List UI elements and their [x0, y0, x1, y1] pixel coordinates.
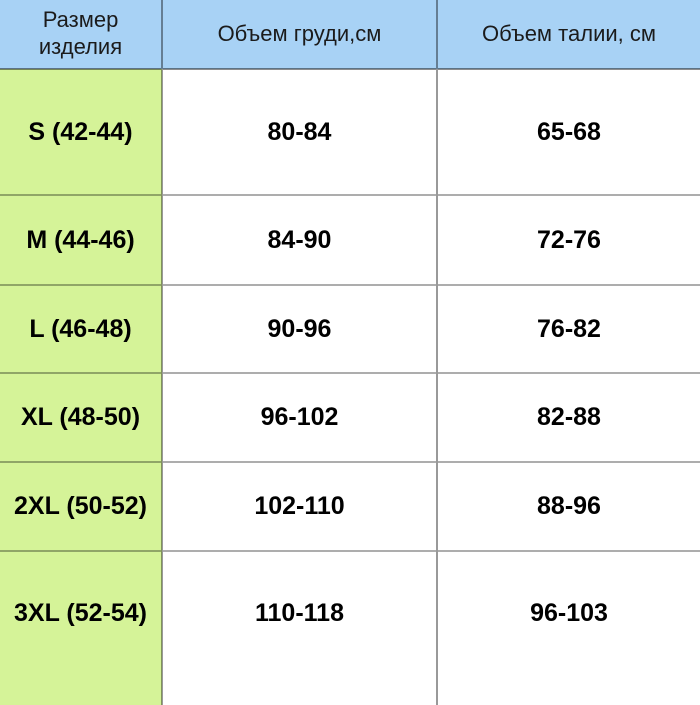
waist-cell: 82-88: [437, 373, 700, 462]
table-row: [0, 373, 700, 462]
waist-cell: 88-96: [437, 462, 700, 551]
table-row: [0, 285, 700, 373]
size-cell: S (42-44): [0, 69, 162, 195]
size-cell: M (44-46): [0, 195, 162, 285]
chest-cell: 84-90: [162, 195, 437, 285]
table-row: [0, 69, 700, 195]
size-cell: XL (48-50): [0, 373, 162, 462]
size-cell: L (46-48): [0, 285, 162, 373]
column-header-waist: Объем талии, см: [437, 0, 700, 69]
table-row: [0, 551, 700, 705]
waist-cell: 65-68: [437, 69, 700, 195]
waist-cell: 72-76: [437, 195, 700, 285]
header-row: [0, 0, 700, 69]
waist-cell: 76-82: [437, 285, 700, 373]
chest-cell: 110-118: [162, 551, 437, 705]
column-header-size: Размер изделия: [0, 0, 162, 69]
waist-cell: 96-103: [437, 551, 700, 705]
table-header: [0, 0, 700, 69]
chest-cell: 102-110: [162, 462, 437, 551]
table-row: [0, 462, 700, 551]
chest-cell: 96-102: [162, 373, 437, 462]
table-row: [0, 195, 700, 285]
column-header-chest: Объем груди,см: [162, 0, 437, 69]
size-cell: 3XL (52-54): [0, 551, 162, 705]
table-body: [0, 69, 700, 705]
chest-cell: 90-96: [162, 285, 437, 373]
chest-cell: 80-84: [162, 69, 437, 195]
size-cell: 2XL (50-52): [0, 462, 162, 551]
